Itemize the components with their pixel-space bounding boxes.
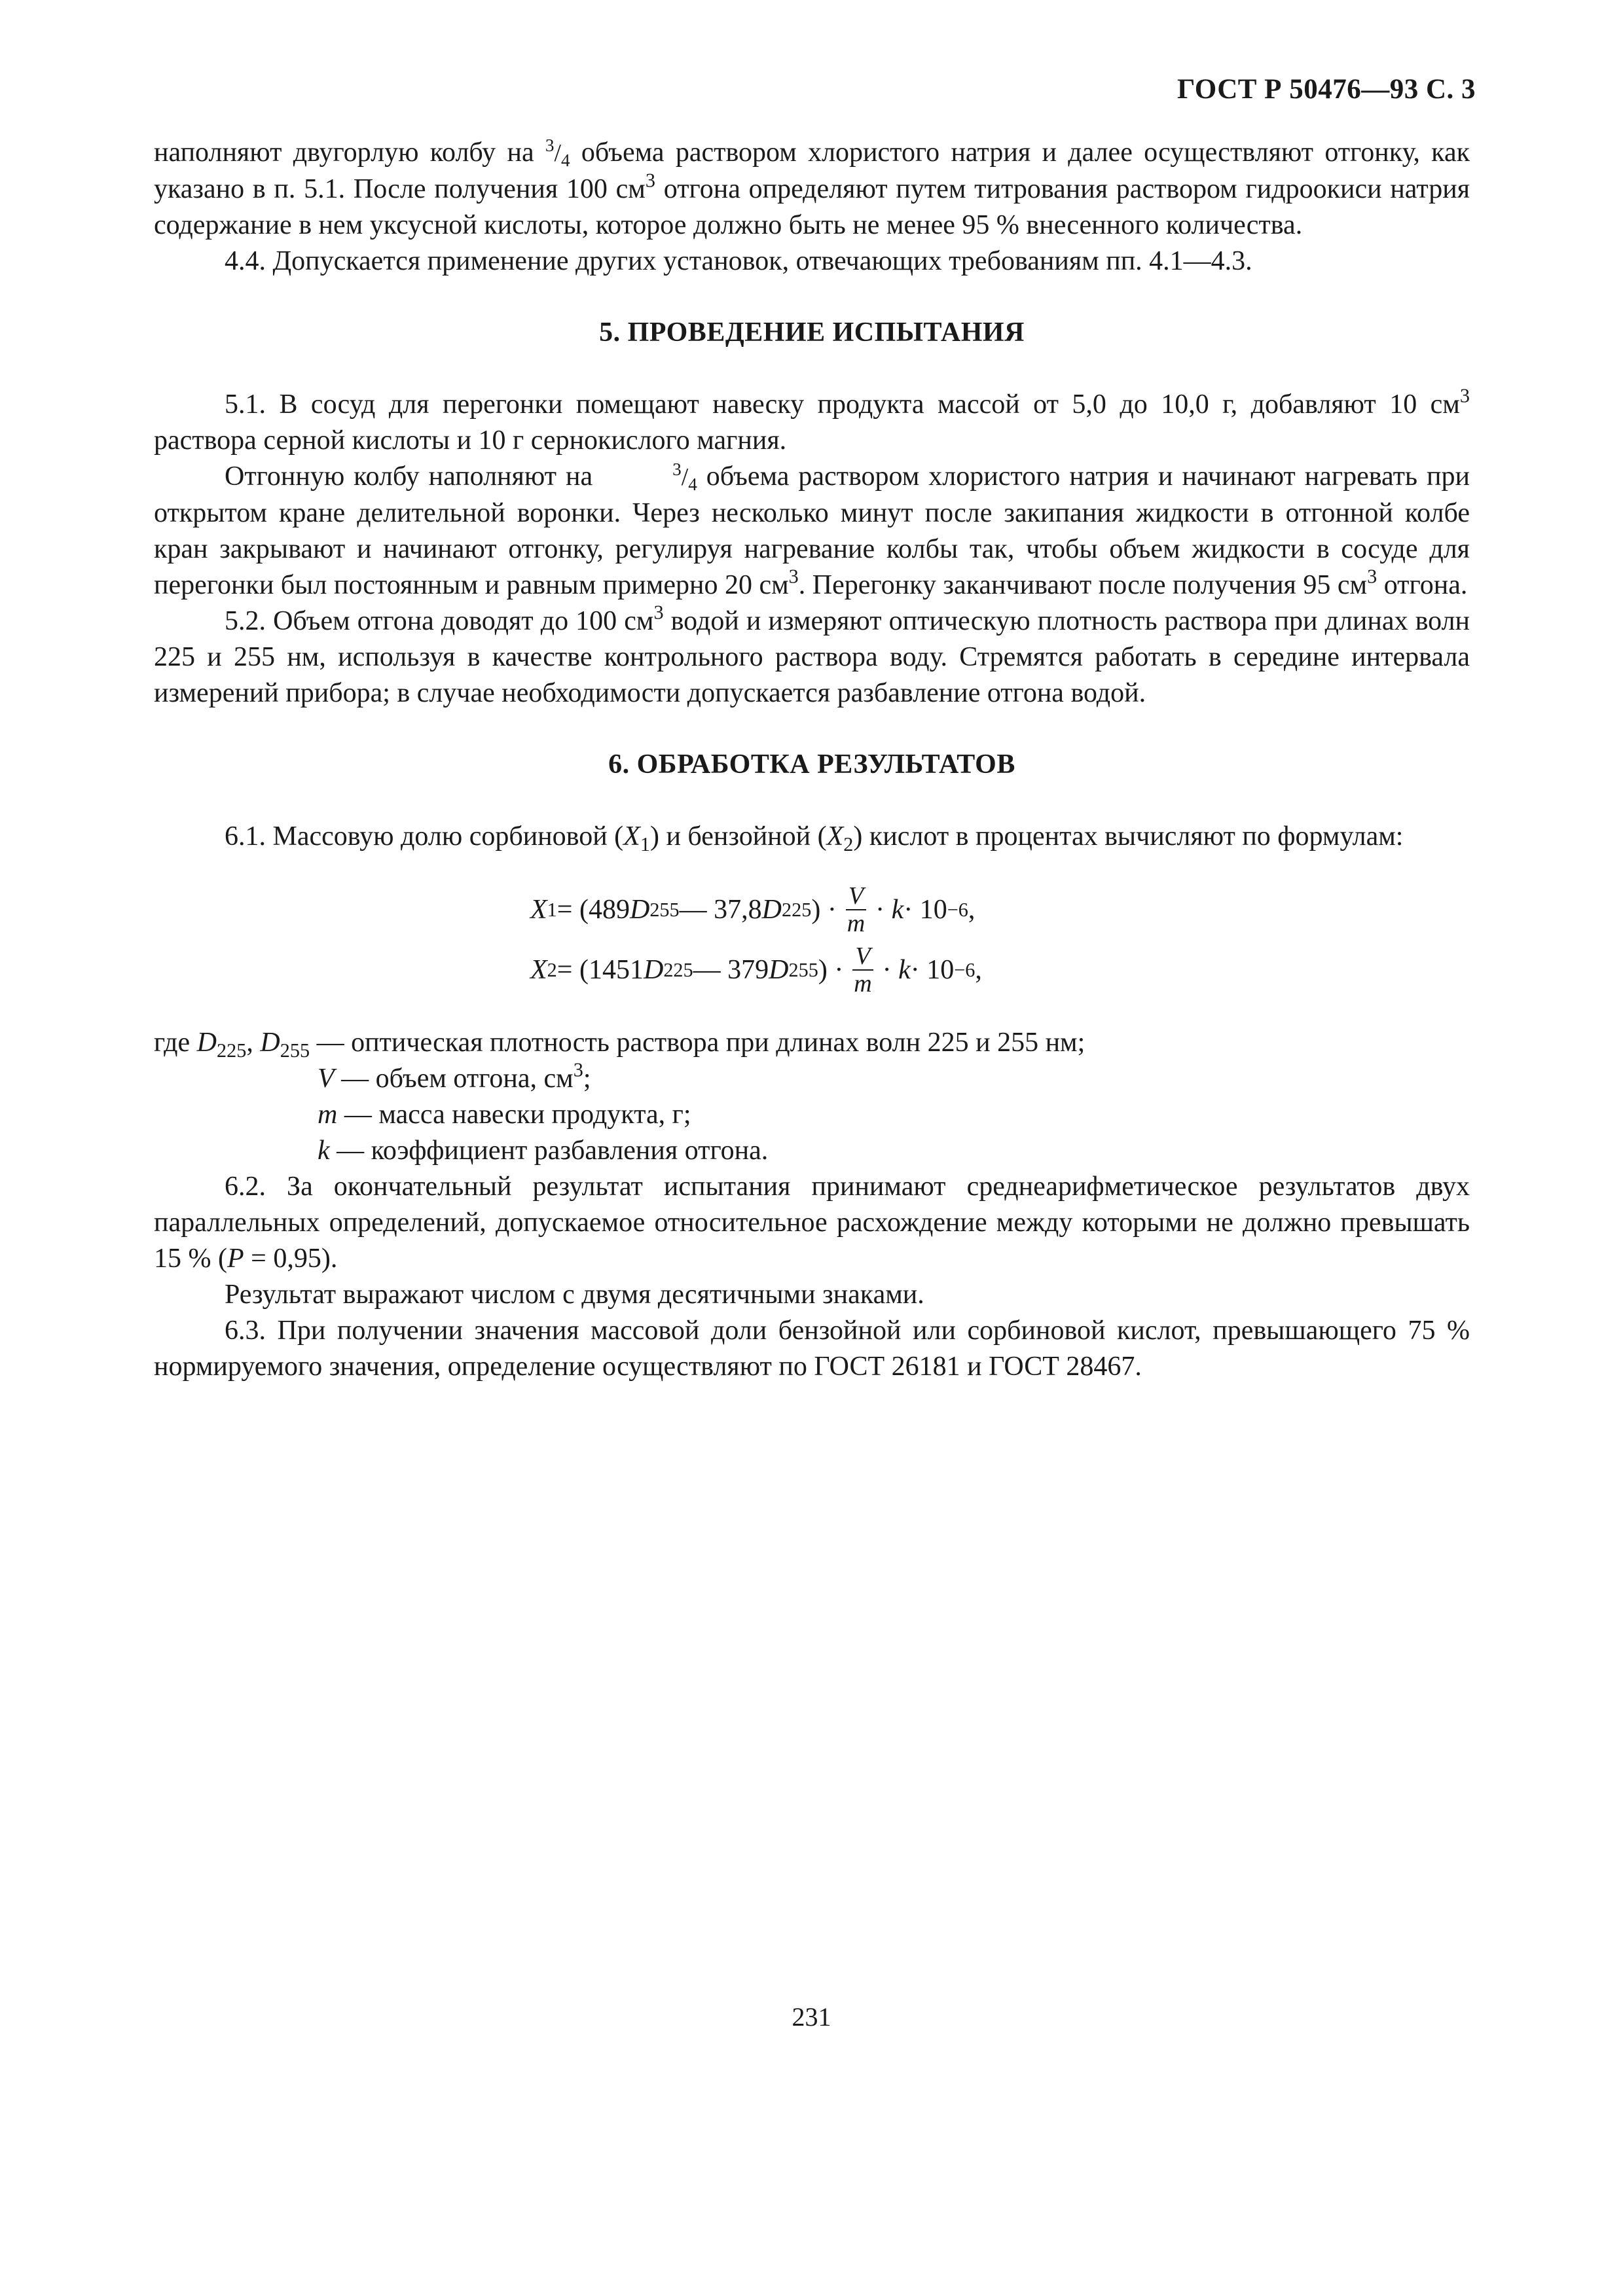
fraction-denominator: m <box>847 910 866 937</box>
variable-d: D <box>769 954 789 985</box>
text-run: Отгонную колбу наполняют на <box>225 461 602 492</box>
formula-text: ) · <box>811 894 837 925</box>
subscript: 2 <box>843 833 854 856</box>
formula-legend-v <box>154 1058 1470 1097</box>
text-run: 6.2. За окончательный результат испытания принимают среднеарифметическое результатов двух параллельных определений, допускаемое относительное расхождение между которыми не должно превышать 15 % ( <box>154 1172 1470 1274</box>
fraction-numerator: 3 <box>545 135 555 156</box>
variable-m: m <box>318 1100 338 1130</box>
fraction-three-quarters: $^3/_4$ <box>672 459 697 495</box>
text-run: где <box>154 1028 197 1058</box>
fraction-v-over-m <box>852 943 873 997</box>
variable-d: D <box>761 894 782 925</box>
text-run: водой и измеряют оптическую плотность раствора при длинах волн 225 и 255 нм, используя в качестве контрольного раствора воду. Стремятся работать в середине интервала измерений прибора; в случае необходимости допускается разбавление отгона водой. <box>154 606 1470 708</box>
formula-text: · 10 <box>903 894 947 925</box>
variable-k: k <box>318 1136 330 1166</box>
superscript: 3 <box>645 169 656 192</box>
superscript: 3 <box>573 1058 583 1081</box>
superscript: 3 <box>1367 565 1377 588</box>
formula-text: · <box>882 954 892 985</box>
variable-k: k <box>898 954 911 985</box>
text-run: 5.1. В сосуд для перегонки помещают навеску продукта массой от 5,0 до 10,0 г, добавляют 10 см <box>225 389 1460 420</box>
text-run: наполняют двугорлую колбу на <box>154 137 545 168</box>
text-run: ) кислот в процентах вычисляют по формулам: <box>853 821 1404 852</box>
subscript: 225 <box>217 1039 247 1062</box>
superscript: 3 <box>653 601 664 624</box>
formula-text: = (489 <box>556 894 630 925</box>
paragraph-6-1 <box>154 819 1470 855</box>
formula-text: = (1451 <box>556 954 644 985</box>
paragraph-6-2 <box>154 1169 1470 1277</box>
text-run: ; <box>583 1064 591 1094</box>
variable-x: X <box>623 821 640 852</box>
formula-legend-where <box>154 1025 1470 1061</box>
text-run: . Перегонку заканчивают после получения 95 см <box>798 570 1368 600</box>
superscript: 3 <box>1459 384 1470 407</box>
document-header: ГОСТ Р 50476—93 С. 3 <box>1176 74 1476 105</box>
fraction-numerator: 3 <box>672 459 682 480</box>
text-run: раствора серной кислоты и 10 г сернокислого магния. <box>154 425 787 456</box>
text-run: — оптическая плотность раствора при длинах волн 225 и 255 нм; <box>310 1028 1085 1058</box>
formula-text: , <box>975 954 982 985</box>
formula-text: ) · <box>818 954 844 985</box>
formula-x2: X 2 = (1451 D 225 — 379 D 255 ) · $\frac{V}{m}$ · k · 10 −6 , <box>530 942 982 997</box>
variable-v: V <box>318 1064 335 1094</box>
subscript: 255 <box>280 1039 310 1062</box>
formula-lhs: X <box>530 954 547 985</box>
paragraph-intro-continuation <box>154 135 1470 243</box>
formula-legend-k <box>154 1133 1470 1169</box>
formula-block <box>154 880 1470 1000</box>
fraction-denominator: 4 <box>688 475 697 495</box>
page-number: 231 <box>792 2002 831 2032</box>
section-5-heading: 5. ПРОВЕДЕНИЕ ИСПЫТАНИЯ <box>599 317 1025 348</box>
text-run: , <box>246 1028 261 1058</box>
paragraph-5-1 <box>154 384 1470 459</box>
text-run: ) и бензойной ( <box>649 821 827 852</box>
text-run: — коэффициент разбавления отгона. <box>329 1136 769 1166</box>
fraction-v-over-m <box>846 883 866 937</box>
text-run: 5.2. Объем отгона доводят до 100 см <box>225 606 654 636</box>
text-run: = 0,95). <box>244 1244 338 1274</box>
formula-lhs: X <box>530 894 547 925</box>
variable-d: D <box>260 1028 280 1058</box>
text-run: объема раствором хлористого натрия и далее осуществляют отгонку, как указано в п. 5.1. После получения 100 см <box>154 137 1470 204</box>
formula-legend-m <box>154 1097 1470 1133</box>
variable-d: D <box>629 894 650 925</box>
variable-x: X <box>826 821 844 852</box>
text-run: — масса навески продукта, г; <box>337 1100 691 1130</box>
paragraph-5-1-cont <box>154 459 1470 603</box>
document-body <box>154 135 1470 1385</box>
formula-text: — 379 <box>693 954 769 985</box>
text-run: — объем отгона, см <box>334 1064 574 1094</box>
section-6-heading: 6. ОБРАБОТКА РЕЗУЛЬТАТОВ <box>608 749 1015 780</box>
text-run: 6.1. Массовую долю сорбиновой ( <box>225 821 624 852</box>
fraction-numerator: V <box>846 883 866 910</box>
formula-x1: X 1 = (489 D 255 — 37,8 D 225 ) · $\frac{V}{m}$ · k · 10 −6 , <box>530 882 976 937</box>
fraction-denominator: 4 <box>561 151 570 171</box>
paragraph-6-3: 6.3. При получении значения массовой доли бензойной или сорбиновой кислот, превышающего 75 % нормируемого значения, определение осуществляют по ГОСТ 26181 и ГОСТ 28467. <box>154 1316 1470 1382</box>
variable-p: P <box>227 1244 244 1274</box>
text-run: объема раствором хлористого натрия и начинают нагревать при открытом кране делительной воронки. Через несколько минут после закипания жидкости в отгонной колбе кран закрывают и начинают отгонку, регулируя нагревание колбы так, чтобы объем жидкости в сосуде для перегонки был постоянным и равным примерно 20 см <box>154 461 1470 600</box>
fraction-three-quarters: $^3/_4$ <box>545 135 570 171</box>
formula-text: , <box>968 894 976 925</box>
variable-k: k <box>891 894 904 925</box>
paragraph-5-2 <box>154 603 1470 711</box>
paragraph-4-4: 4.4. Допускается применение других установок, отвечающих требованиям пп. 4.1—4.3. <box>225 246 1252 276</box>
subscript: 1 <box>640 833 650 856</box>
formula-text: — 37,8 <box>679 894 762 925</box>
text-run: отгона. <box>1377 570 1468 600</box>
variable-d: D <box>196 1028 217 1058</box>
variable-d: D <box>643 954 664 985</box>
formula-text: · <box>875 894 885 925</box>
formula-text: · 10 <box>910 954 955 985</box>
text-run: отгона определяют путем титрования раствором гидроокиси натрия содержание в нем уксусной кислоты, которое должно быть не менее 95 % внесенного количества. <box>154 174 1470 240</box>
paragraph-6-2-cont: Результат выражают числом с двумя десятичными знаками. <box>225 1280 924 1310</box>
superscript: 3 <box>788 565 799 588</box>
fraction-numerator: V <box>852 943 873 971</box>
fraction-denominator: m <box>854 970 872 997</box>
